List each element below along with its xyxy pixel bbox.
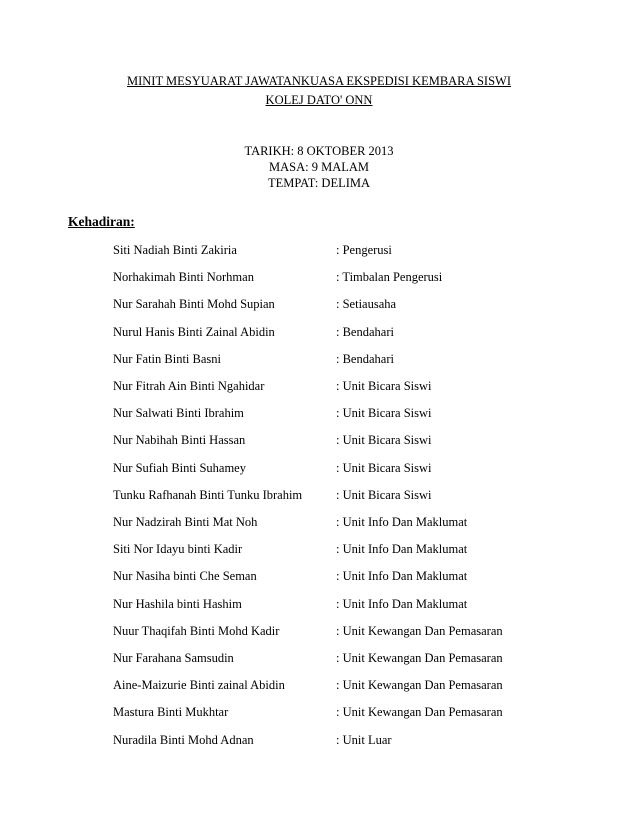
attendance-heading: Kehadiran: <box>68 214 135 229</box>
attendee-name: Tunku Rafhanah Binti Tunku Ibrahim <box>113 488 303 502</box>
attendee-name: Nur Fatin Binti Basni <box>113 352 221 366</box>
attendee-name: Siti Nor Idayu binti Kadir <box>113 542 243 556</box>
attendee-name: Nur Nadzirah Binti Mat Noh <box>113 515 258 529</box>
attendance-row <box>0 486 638 504</box>
attendee-name: Nur Nabihah Binti Hassan <box>113 433 246 447</box>
attendee-role: : Pengerusi <box>336 243 392 257</box>
attendance-row <box>0 295 638 313</box>
attendee-name: Nur Nasiha binti Che Seman <box>113 569 257 583</box>
attendee-name: Nuur Thaqifah Binti Mohd Kadir <box>113 624 280 638</box>
attendee-role: : Unit Kewangan Dan Pemasaran <box>336 624 503 638</box>
attendance-row <box>0 404 638 422</box>
attendance-row <box>0 431 638 449</box>
attendee-role: : Unit Bicara Siswi <box>336 488 432 502</box>
attendee-role: : Unit Info Dan Maklumat <box>336 569 468 583</box>
attendee-name: Nur Hashila binti Hashim <box>113 597 242 611</box>
attendee-role: : Unit Bicara Siswi <box>336 433 432 447</box>
attendee-name: Aine-Maizurie Binti zainal Abidin <box>113 678 285 692</box>
attendee-name: Nur Salwati Binti Ibrahim <box>113 406 244 420</box>
attendance-row <box>0 567 638 585</box>
attendee-role: : Unit Bicara Siswi <box>336 406 432 420</box>
attendance-row <box>0 540 638 558</box>
meeting-date: TARIKH: 8 OKTOBER 2013 <box>244 144 394 158</box>
document-title-line2: KOLEJ DATO' ONN <box>265 93 373 107</box>
attendee-name: Nur Sarahah Binti Mohd Supian <box>113 297 275 311</box>
attendee-name: Mastura Binti Mukhtar <box>113 705 229 719</box>
attendee-role: : Setiausaha <box>336 297 397 311</box>
meeting-place: TEMPAT: DELIMA <box>267 176 371 190</box>
attendee-role: : Unit Luar <box>336 733 392 747</box>
attendance-row <box>0 513 638 531</box>
attendee-role: : Unit Bicara Siswi <box>336 461 432 475</box>
attendee-name: Nur Farahana Samsudin <box>113 651 234 665</box>
attendance-row <box>0 350 638 368</box>
attendee-role: : Bendahari <box>336 352 394 366</box>
attendance-row <box>0 595 638 613</box>
attendee-role: : Unit Bicara Siswi <box>336 379 432 393</box>
attendee-role: : Unit Info Dan Maklumat <box>336 542 468 556</box>
attendance-row <box>0 676 638 694</box>
attendance-row <box>0 649 638 667</box>
attendee-name: Nurul Hanis Binti Zainal Abidin <box>113 325 275 339</box>
attendee-role: : Unit Kewangan Dan Pemasaran <box>336 651 503 665</box>
attendee-name: Nur Fitrah Ain Binti Ngahidar <box>113 379 265 393</box>
attendance-row <box>0 241 638 259</box>
attendee-role: : Unit Kewangan Dan Pemasaran <box>336 705 503 719</box>
attendee-role: : Unit Kewangan Dan Pemasaran <box>336 678 503 692</box>
attendance-row <box>0 731 638 749</box>
attendance-row <box>0 268 638 286</box>
meeting-time: MASA: 9 MALAM <box>268 160 369 174</box>
attendee-role: : Unit Info Dan Maklumat <box>336 515 468 529</box>
attendee-name: Nuradila Binti Mohd Adnan <box>113 733 254 747</box>
attendance-row <box>0 459 638 477</box>
attendee-name: Siti Nadiah Binti Zakiria <box>113 243 237 257</box>
document-title-line1: MINIT MESYUARAT JAWATANKUASA EKSPEDISI KEMBARA SISWI <box>126 74 512 88</box>
attendance-row <box>0 622 638 640</box>
attendee-role: : Unit Info Dan Maklumat <box>336 597 468 611</box>
attendee-name: Norhakimah Binti Norhman <box>113 270 254 284</box>
attendance-row <box>0 323 638 341</box>
attendance-row <box>0 703 638 721</box>
attendee-role: : Timbalan Pengerusi <box>336 270 443 284</box>
attendee-role: : Bendahari <box>336 325 394 339</box>
attendance-row <box>0 377 638 395</box>
attendee-name: Nur Sufiah Binti Suhamey <box>113 461 246 475</box>
